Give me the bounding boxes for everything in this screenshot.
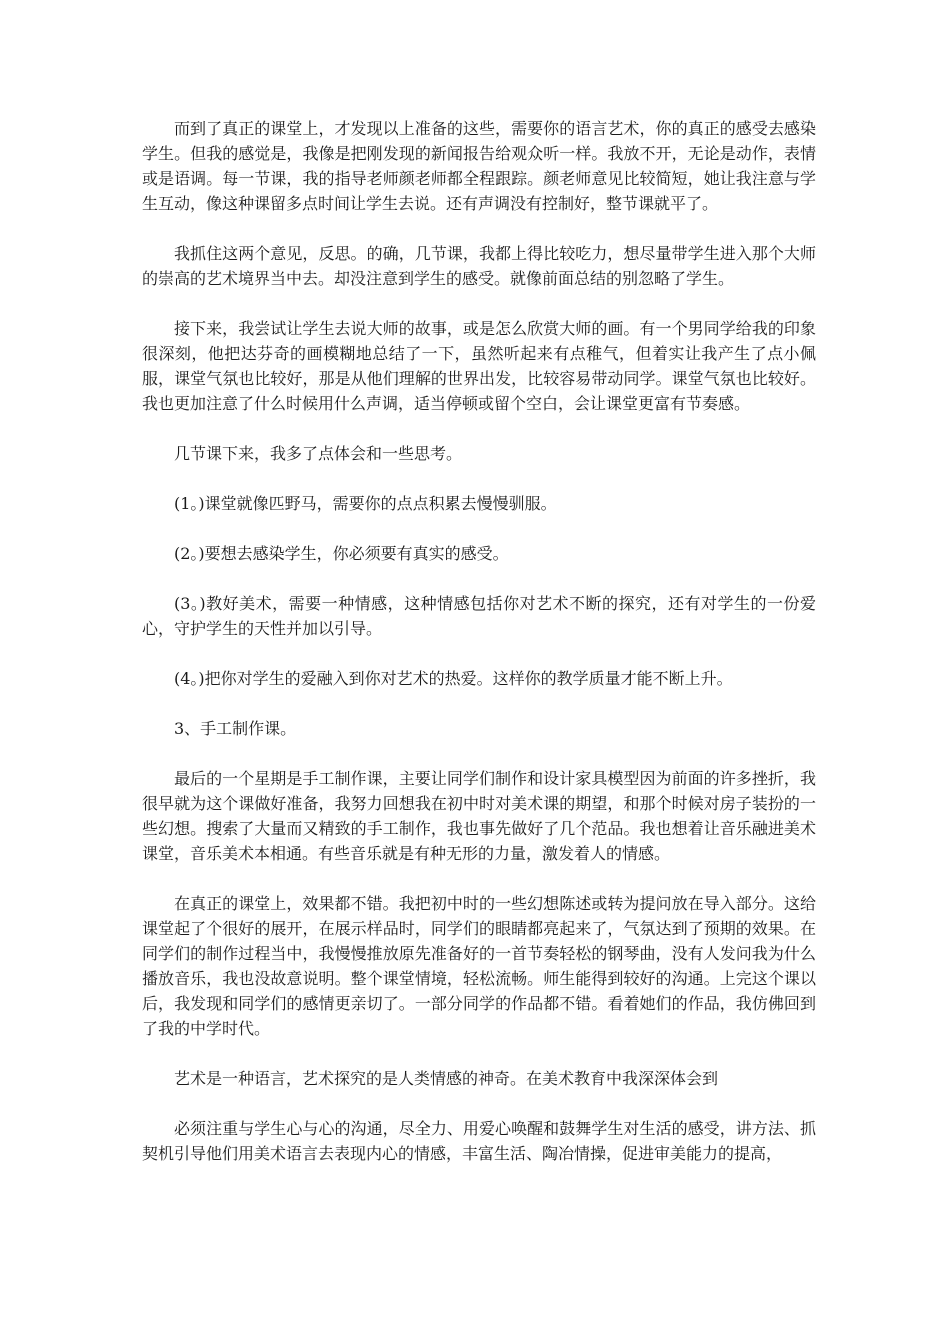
list-item-1: (1。)课堂就像匹野马，需要你的点点积累去慢慢驯服。	[174, 494, 557, 513]
paragraph-communication: 必须注重与学生心与心的沟通，尽全力、用爱心唤醒和鼓舞学生对生活的感受，讲方法、抓契机引导他们用美术语言去表现内心的情感，丰富生活、陶冶情操，促进审美能力的提高，	[142, 1119, 816, 1163]
document-body	[142, 116, 816, 1191]
paragraph-handcraft-result: 在真正的课堂上，效果都不错。我把初中时的一些幻想陈述或转为提问放在导入部分。这给课堂起了个很好的展开，在展示样品时，同学们的眼睛都亮起来了，气氛达到了预期的效果。在同学们的制作过程当中，我慢慢推放原先准备好的一首节奏轻松的钢琴曲，没有人发问我为什么播放音乐，我也没故意说明。整个课堂情境，轻松流畅。师生能得到较好的沟通。上完这个课以后，我发现和同学们的感情更亲切了。一部分同学的作品都不错。看着她们的作品，我仿佛回到了我的中学时代。	[142, 894, 816, 1038]
list-item-4: (4。)把你对学生的爱融入到你对艺术的热爱。这样你的教学质量才能不断上升。	[174, 669, 733, 688]
list-item-3: (3。)教好美术，需要一种情感，这种情感包括你对艺术不断的探究，还有对学生的一份爱心，守护学生的天性并加以引导。	[142, 594, 816, 638]
paragraph-reflection: 我抓住这两个意见，反思。的确，几节课，我都上得比较吃力，想尽量带学生进入那个大师的崇高的艺术境界当中去。却没注意到学生的感受。就像前面总结的别忽略了学生。	[142, 244, 816, 288]
list-item-2: (2。)要想去感染学生，你必须要有真实的感受。	[174, 544, 509, 563]
paragraph-classroom-reality: 而到了真正的课堂上，才发现以上准备的这些，需要你的语言艺术，你的真正的感受去感染学生。但我的感觉是，我像是把刚发现的新闻报告给观众听一样。我放不开，无论是动作，表情或是语调。每一节课，我的指导老师颜老师都全程跟踪。颜老师意见比较简短，她让我注意与学生互动，像这种课留多点时间让学生去说。还有声调没有控制好，整节课就平了。	[142, 119, 816, 213]
paragraph-thoughts-intro: 几节课下来，我多了点体会和一些思考。	[174, 444, 463, 463]
paragraph-student-stories: 接下来，我尝试让学生去说大师的故事，或是怎么欣赏大师的画。有一个男同学给我的印象很深刻，他把达芬奇的画模糊地总结了一下，虽然听起来有点稚气，但着实让我产生了点小佩服，课堂气氛也比较好，那是从他们理解的世界出发，比较容易带动同学。课堂气氛也比较好。我也更加注意了什么时候用什么声调，适当停顿或留个空白，会让课堂更富有节奏感。	[142, 319, 816, 413]
section-heading-handcraft: 3、手工制作课。	[174, 719, 297, 738]
paragraph-handcraft-prep: 最后的一个星期是手工制作课，主要让同学们制作和设计家具模型因为前面的许多挫折，我很早就为这个课做好准备，我努力回想我在初中时对美术课的期望，和那个时候对房子装扮的一些幻想。搜索了大量而又精致的手工制作，我也事先做好了几个范品。我也想着让音乐融进美术课堂，音乐美术本相通。有些音乐就是有种无形的力量，激发着人的情感。	[142, 769, 816, 863]
paragraph-art-language: 艺术是一种语言，艺术探究的是人类情感的神奇。在美术教育中我深深体会到	[174, 1069, 719, 1088]
